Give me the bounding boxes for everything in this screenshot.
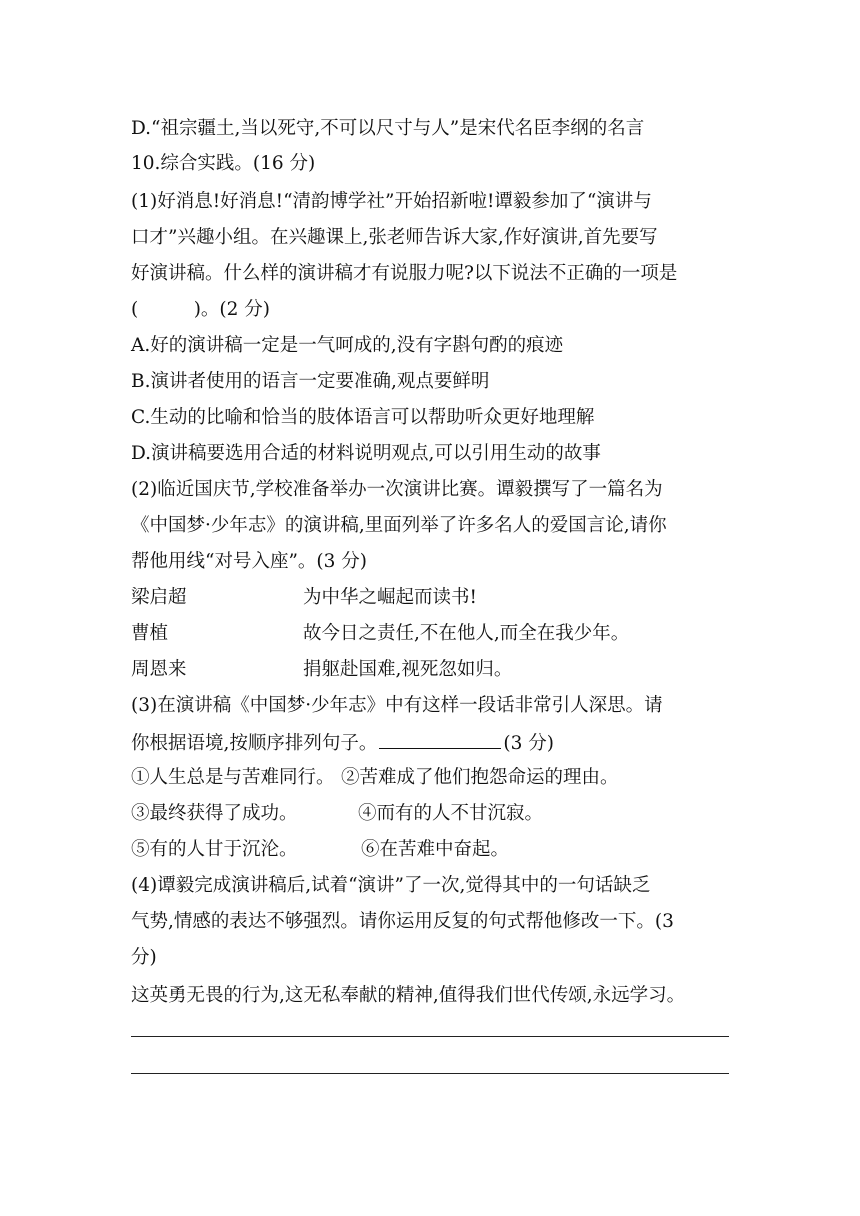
answer-line[interactable]: [131, 1036, 729, 1037]
question-10-title: 10.综合实践。(16 分): [131, 153, 316, 174]
matching-row: [131, 584, 477, 612]
option-c: C.生动的比喻和恰当的肢体语言可以帮助听众更好地理解: [131, 407, 595, 428]
sentence-item: ①人生总是与苦难同行。: [131, 767, 335, 788]
sentence-item: ②苦难成了他们抱怨命运的理由。: [341, 767, 619, 788]
matching-quote: 为中华之崛起而读书!: [303, 587, 477, 608]
part2-text-line1: (2)临近国庆节,学校准备举办一次演讲比赛。谭毅撰写了一篇名为: [131, 479, 663, 500]
option-d: D.演讲稿要选用合适的材料说明观点,可以引用生动的故事: [131, 443, 601, 464]
matching-row: [131, 620, 630, 648]
matching-quote: 捐躯赴国难,视死忽如归。: [303, 659, 513, 680]
sentence-item: ⑥在苦难中奋起。: [361, 839, 510, 860]
answer-parentheses: ( )。(2 分): [131, 299, 271, 320]
answer-blank[interactable]: [379, 728, 501, 749]
part3-text-line2: [131, 728, 554, 756]
part3-text-line1: (3)在演讲稿《中国梦·少年志》中有这样一段话非常引人深思。请: [131, 695, 663, 716]
part4-text-line2: 气势,情感的表达不够强烈。请你运用反复的句式帮他修改一下。(3: [131, 911, 674, 932]
part1-text-line3: 好演讲稿。什么样的演讲稿才有说服力呢?以下说法不正确的一项是: [131, 263, 678, 284]
part3-score: (3 分): [503, 733, 554, 754]
option-a: A.好的演讲稿一定是一气呵成的,没有字斟句酌的痕迹: [131, 335, 564, 356]
part3-instruction: 你根据语境,按顺序排列句子。: [131, 733, 378, 754]
matching-quote: 故今日之责任,不在他人,而全在我少年。: [303, 623, 630, 644]
option-d-previous-question: D.“祖宗疆土,当以死守,不可以尺寸与人”是宋代名臣李纲的名言: [131, 118, 645, 139]
part4-text-line1: (4)谭毅完成演讲稿后,试着“演讲”了一次,觉得其中的一句话缺乏: [131, 875, 651, 896]
part4-text-line3: 分): [131, 947, 157, 968]
part1-text-line2: 口才”兴趣小组。在兴趣课上,张老师告诉大家,作好演讲,首先要写: [131, 227, 658, 248]
answer-line[interactable]: [131, 1073, 729, 1074]
sentence-row: [131, 836, 510, 864]
part2-text-line3: 帮他用线“对号入座”。(3 分): [131, 551, 368, 572]
sentence-item: ⑤有的人甘于沉沦。: [131, 839, 298, 860]
sentence-item: ④而有的人不甘沉寂。: [358, 803, 544, 824]
sentence-row: [131, 800, 544, 828]
matching-name: 周恩来: [131, 659, 187, 680]
part1-text-line1: (1)好消息!好消息!“清韵博学社”开始招新啦!谭毅参加了“演讲与: [131, 191, 652, 212]
sentence-row: [131, 764, 619, 792]
matching-name: 曹植: [131, 623, 169, 644]
matching-name: 梁启超: [131, 587, 187, 608]
part2-text-line2: 《中国梦·少年志》的演讲稿,里面列举了许多名人的爱国言论,请你: [131, 515, 667, 536]
original-sentence: 这英勇无畏的行为,这无私奉献的精神,值得我们世代传颂,永远学习。: [131, 985, 686, 1006]
option-b: B.演讲者使用的语言一定要准确,观点要鲜明: [131, 371, 490, 392]
sentence-item: ③最终获得了成功。: [131, 803, 298, 824]
matching-row: [131, 656, 513, 684]
